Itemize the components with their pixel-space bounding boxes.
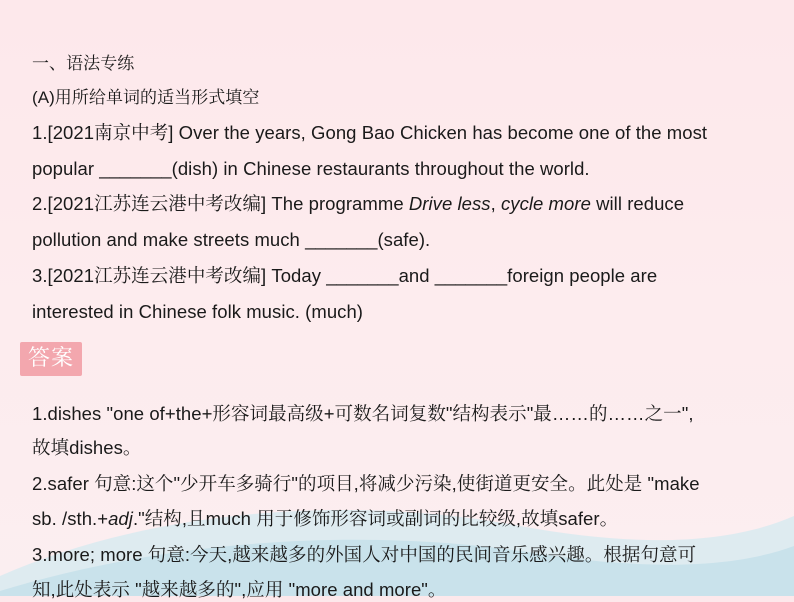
question-2-title-italic-2: cycle more xyxy=(500,193,591,214)
answer-2-text-b: ."结构,且much 用于修饰形容词或副词的比较级,故填safer。 xyxy=(132,508,619,529)
answer-badge: 答案 xyxy=(20,342,82,376)
answer-1-line-2: 故填dishes。 xyxy=(32,437,142,458)
answer-3-line-2: 知,此处表示 "越来越多的",应用 "more and more"。 xyxy=(32,579,447,600)
question-2-line-1 xyxy=(32,192,684,216)
section-title: 一、语法专练 xyxy=(32,54,135,73)
question-2-title-italic-1: Drive less xyxy=(408,193,491,214)
answer-3-line-1: 3.more; more 句意:今天,越来越多的外国人对中国的民间音乐感兴趣。根据句意可 xyxy=(32,544,697,565)
answer-2-line-2 xyxy=(32,507,618,531)
answer-1-line-1: 1.dishes "one of+the+形容词最高级+可数名词复数"结构表示"最……的……之一", xyxy=(32,403,694,424)
question-2-line-2: pollution and make streets much _______(safe). xyxy=(32,229,431,250)
question-3-line-1: 3.[2021江苏连云港中考改编] Today _______and _______foreign people are xyxy=(32,265,658,286)
answer-2-line-1: 2.safer 句意:这个"少开车多骑行"的项目,将减少污染,使街道更安全。此处是 "make xyxy=(32,473,700,494)
question-2-text-a: 2.[2021江苏连云港中考改编] The programme xyxy=(32,193,409,214)
question-2-text-b: will reduce xyxy=(590,193,685,214)
answer-2-text-a: sb. /sth.+ xyxy=(32,508,109,529)
question-1-line-2: popular _______(dish) in Chinese restaurants throughout the world. xyxy=(32,158,590,179)
answer-2-italic-adj: adj xyxy=(108,508,133,529)
question-3-line-2: interested in Chinese folk music. (much) xyxy=(32,301,364,322)
instruction: (A)用所给单词的适当形式填空 xyxy=(32,88,260,107)
question-1-line-1: 1.[2021南京中考] Over the years, Gong Bao Chicken has become one of the most xyxy=(32,122,708,143)
question-2-comma: , xyxy=(490,193,501,214)
